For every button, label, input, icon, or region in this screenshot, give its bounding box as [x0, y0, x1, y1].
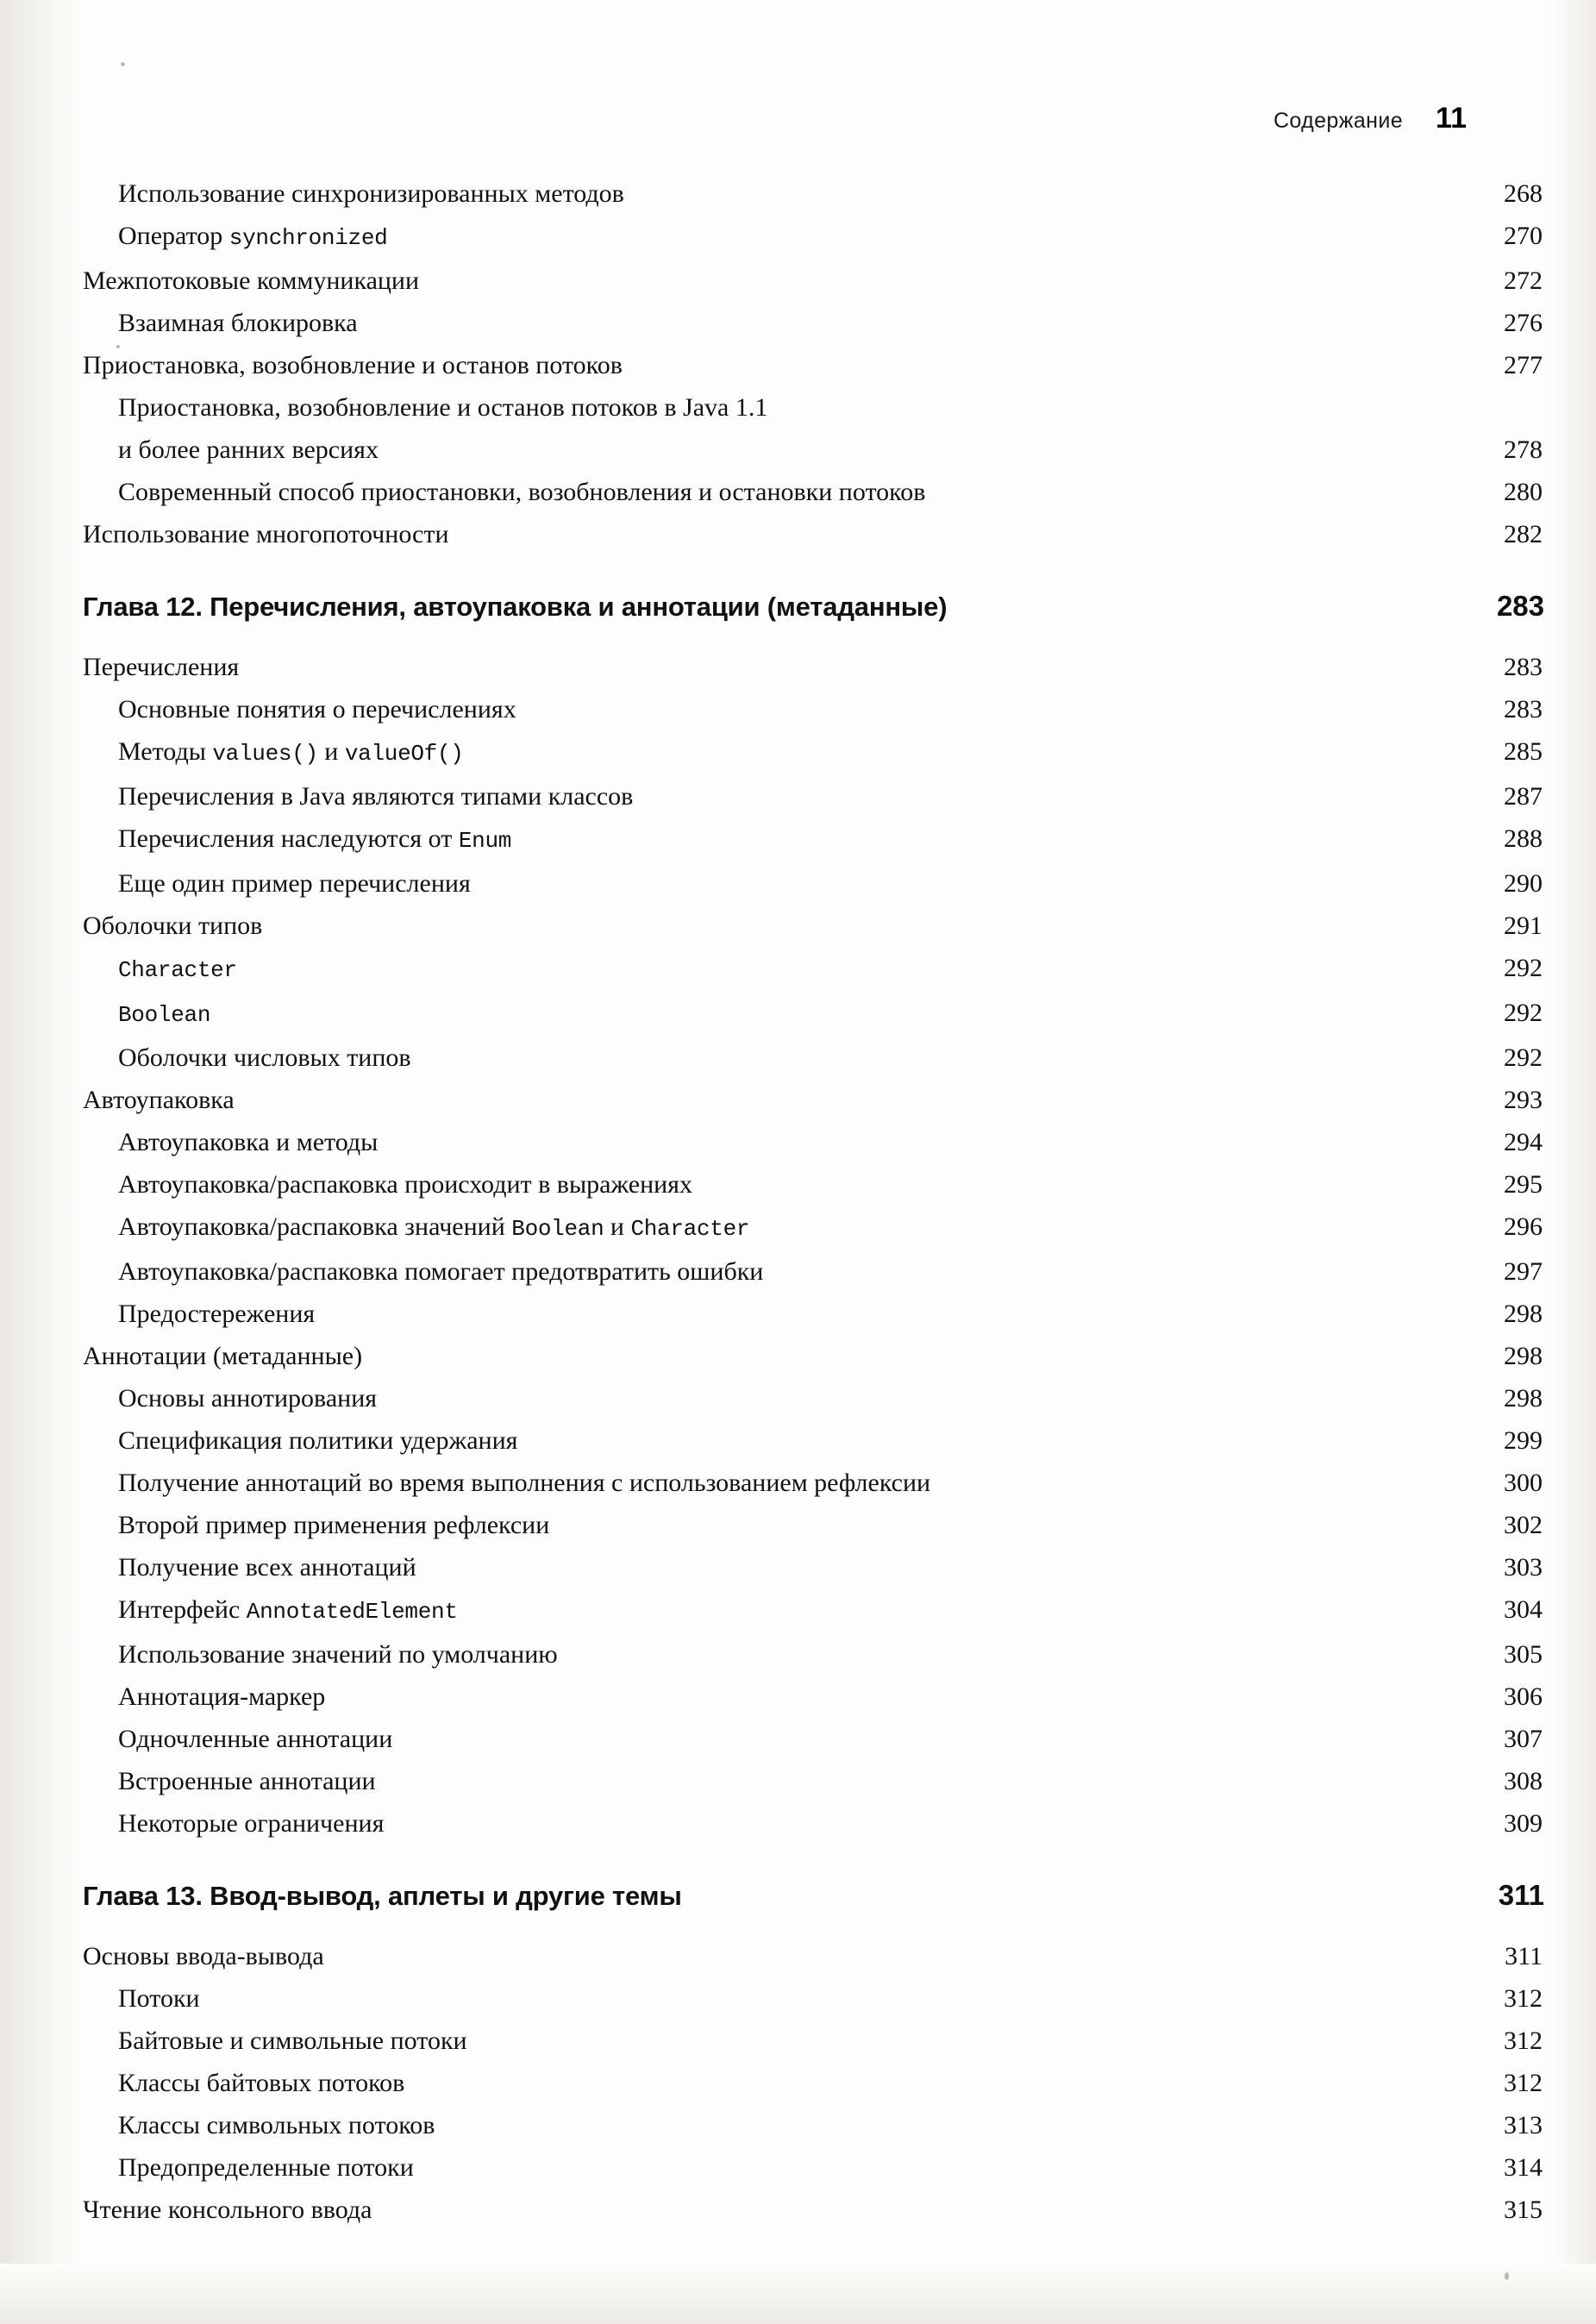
toc-entry-page-number: 298: [1504, 1384, 1543, 1413]
toc-entry-title: Использование многопоточности: [83, 520, 449, 548]
toc-entry-row: [83, 2020, 1549, 2062]
toc-entry-row: [83, 1079, 1549, 1121]
text-token: Оператор: [118, 222, 229, 250]
toc-entry-row: [83, 1419, 1549, 1462]
toc-entry-title: Автоупаковка и методы: [118, 1128, 379, 1156]
toc-entry-page-number: 296: [1504, 1212, 1543, 1241]
toc-entry-title: Автоупаковка/распаковка помогает предотвратить ошибки: [118, 1257, 764, 1286]
toc-entry-page-number: 292: [1504, 1043, 1543, 1072]
toc-entry-title: Приостановка, возобновление и останов потоков: [83, 351, 623, 379]
toc-entry-page-number: 287: [1504, 782, 1543, 811]
toc-chapter-title: Глава 13. Ввод-вывод, аплеты и другие темы: [83, 1881, 682, 1911]
toc-entry-title: Использование значений по умолчанию: [118, 1640, 558, 1669]
code-token: synchronized: [228, 225, 388, 251]
toc-entry-row: [83, 1546, 1549, 1588]
toc-entry-page-number: 292: [1504, 954, 1543, 982]
toc-entry-page-number: 277: [1504, 351, 1543, 379]
toc-entry-title: Предопределенные потоки: [118, 2153, 414, 2182]
toc-entry-title: Автоупаковка/распаковка происходит в выражениях: [118, 1170, 692, 1199]
toc-entry-row: [83, 1718, 1549, 1760]
text-token: и: [317, 737, 345, 766]
code-token: Character: [630, 1216, 750, 1242]
toc-entry-row: [83, 172, 1549, 215]
toc-entry-row: [83, 1802, 1549, 1845]
toc-entry-row: [83, 1676, 1549, 1718]
toc-entry-page-number: 270: [1504, 222, 1543, 250]
toc-entry-row: [83, 1935, 1549, 1977]
toc-entry-row: [83, 1633, 1549, 1676]
toc-entry-page-number: 282: [1504, 520, 1543, 548]
toc-entry-row: [83, 2062, 1549, 2104]
code-token: values(): [212, 741, 318, 767]
toc-entry-row: [83, 688, 1549, 730]
text-token: Методы: [118, 737, 213, 766]
toc-entry-page-number: 302: [1504, 1511, 1543, 1539]
running-head: [1274, 102, 1467, 135]
toc-entry-page-number: 311: [1505, 1942, 1543, 1970]
toc-entry-page-number: 285: [1504, 737, 1543, 766]
toc-entry-page-number: 312: [1504, 1984, 1543, 2013]
toc-entry-row: [83, 1504, 1549, 1546]
page-left-edge-shadow: [0, 0, 83, 2324]
toc-chapter-title: Глава 12. Перечисления, автоупаковка и аннотации (метаданные): [83, 592, 948, 622]
toc-entry-title: Аннотация-маркер: [118, 1682, 326, 1711]
toc-entry-title: Современный способ приостановки, возобновления и остановки потоков: [118, 478, 926, 506]
toc-chapter-row: [83, 586, 1549, 627]
toc-entry-title: Встроенные аннотации: [118, 1767, 376, 1795]
code-token: valueOf(): [344, 741, 464, 767]
toc-entry-row: [83, 1760, 1549, 1802]
toc-entry-page-number: 280: [1504, 478, 1543, 506]
code-token: Enum: [458, 828, 512, 854]
toc-entry-title: Основы аннотирования: [118, 1384, 378, 1413]
toc-entry-title: Основы ввода-вывода: [83, 1942, 324, 1970]
toc-entry-row: [83, 2189, 1549, 2231]
toc-entry-page-number: 291: [1504, 911, 1543, 940]
code-token: Boolean: [118, 1002, 211, 1028]
page-number: 11: [1436, 102, 1467, 135]
toc-entry-page-number: 300: [1504, 1469, 1543, 1497]
toc-entry-page-number: 297: [1504, 1257, 1543, 1286]
toc-entry-row: [83, 905, 1549, 947]
toc-entry-page-number: 312: [1504, 2026, 1543, 2055]
page-right-edge-shadow: [1544, 0, 1596, 2324]
toc-entry-title: Оболочки типов: [83, 911, 263, 940]
toc-entry-title: Межпотоковые коммуникации: [83, 266, 420, 295]
toc-entry-row: [83, 1037, 1549, 1079]
toc-entry-title: Байтовые и символьные потоки: [118, 2026, 467, 2055]
toc-entry-title: Получение всех аннотаций: [118, 1553, 416, 1582]
toc-entry-row: [83, 646, 1549, 688]
toc-entry-title: Приостановка, возобновление и останов потоков в Java 1.1: [118, 393, 768, 422]
code-token: Boolean: [511, 1216, 604, 1242]
code-token: Character: [118, 957, 237, 983]
toc-entry-row: [83, 1163, 1549, 1206]
toc-entry-row: [83, 429, 1549, 471]
toc-entry-page-number: 292: [1504, 999, 1543, 1027]
text-token: и: [604, 1212, 631, 1241]
toc-entry-page-number: 305: [1504, 1640, 1543, 1669]
text-token: Интерфейс: [118, 1595, 247, 1624]
text-token: Перечисления наследуются от: [118, 824, 459, 853]
toc-entry-page-number: 308: [1504, 1767, 1543, 1795]
toc-entry-row: [83, 1250, 1549, 1293]
toc-entry-row: [83, 947, 1549, 992]
toc-entry-title: [83, 947, 237, 992]
toc-entry-page-number: 268: [1504, 179, 1543, 208]
toc-entry-title: Использование синхронизированных методов: [118, 179, 624, 208]
toc-entry-title: Перечисления: [83, 653, 240, 681]
page-content: [83, 0, 1549, 2324]
toc-entry-title: [83, 1588, 458, 1633]
toc-entry-title: [83, 1206, 749, 1250]
toc-entry-title: Основные понятия о перечислениях: [118, 695, 516, 724]
toc-entry-title: Чтение консольного ввода: [83, 2196, 372, 2224]
toc-entry-page-number: 293: [1504, 1086, 1543, 1114]
toc-entry-page-number: 276: [1504, 309, 1543, 337]
text-token: Автоупаковка/распаковка значений: [118, 1212, 512, 1241]
toc-entry-page-number: 303: [1504, 1553, 1543, 1582]
toc-entry-row: [83, 992, 1549, 1037]
toc-entry-row: [83, 862, 1549, 905]
toc-entry-row: [83, 1293, 1549, 1335]
toc-entry-page-number: 295: [1504, 1170, 1543, 1199]
toc-entry-row: [83, 775, 1549, 817]
toc-entry-page-number: 313: [1504, 2111, 1543, 2139]
toc-entry-title: Второй пример применения рефлексии: [118, 1511, 550, 1539]
toc-entry-title: Классы символьных потоков: [118, 2111, 435, 2139]
toc-entry-title: Классы байтовых потоков: [118, 2069, 405, 2097]
toc-entry-row: [83, 215, 1549, 260]
toc-entry-row: [83, 1377, 1549, 1419]
toc-entry-title: [83, 992, 210, 1037]
toc-entry-row: [83, 471, 1549, 513]
toc-entry-row: [83, 386, 1549, 429]
toc-entry-title: Некоторые ограничения: [118, 1809, 385, 1838]
toc-entry-page-number: 304: [1504, 1595, 1543, 1624]
toc-chapter-page-number: 311: [1498, 1879, 1544, 1911]
toc-entry-row: [83, 302, 1549, 344]
toc-entry-row: [83, 1588, 1549, 1633]
toc-entry-row: [83, 730, 1549, 775]
toc-entry-row: [83, 1977, 1549, 2020]
toc-entry-page-number: 298: [1504, 1342, 1543, 1370]
toc-entry-title: Получение аннотаций во время выполнения с использованием рефлексии: [118, 1469, 931, 1497]
toc-chapter-row: [83, 1876, 1549, 1916]
toc-entry-title: Спецификация политики удержания: [118, 1426, 518, 1455]
running-head-title: Содержание: [1273, 109, 1404, 133]
toc-entry-title: [83, 730, 464, 775]
toc-entry-page-number: 283: [1504, 695, 1543, 724]
toc-entry-page-number: 288: [1504, 824, 1543, 853]
toc-entry-page-number: 307: [1504, 1725, 1543, 1753]
toc-entry-title: Взаимная блокировка: [118, 309, 358, 337]
toc-entry-title: Одночленные аннотации: [118, 1725, 393, 1753]
toc-entry-page-number: 272: [1504, 266, 1543, 295]
toc-entry-title: Перечисления в Java являются типами классов: [118, 782, 634, 811]
toc-entry-page-number: 278: [1504, 435, 1543, 464]
toc-entry-page-number: 283: [1504, 653, 1543, 681]
code-token: AnnotatedElement: [246, 1599, 458, 1625]
toc-entry-row: [83, 260, 1549, 302]
toc-chapter-page-number: 283: [1496, 590, 1544, 622]
toc-entry-page-number: 290: [1504, 869, 1543, 898]
toc-entry-row: [83, 2146, 1549, 2189]
toc-entry-title: Оболочки числовых типов: [118, 1043, 411, 1072]
table-of-contents: [83, 172, 1549, 2231]
toc-entry-page-number: 315: [1504, 2196, 1543, 2224]
toc-entry-row: [83, 1121, 1549, 1163]
toc-entry-title: Аннотации (метаданные): [83, 1342, 363, 1370]
toc-entry-page-number: 312: [1504, 2069, 1543, 2097]
toc-entry-page-number: 298: [1504, 1300, 1543, 1328]
toc-entry-title: [83, 215, 387, 260]
toc-entry-page-number: 309: [1504, 1809, 1543, 1838]
toc-entry-row: [83, 817, 1549, 862]
toc-entry-row: [83, 1462, 1549, 1504]
toc-entry-title: Потоки: [118, 1984, 200, 2013]
toc-entry-title: и более ранних версиях: [118, 435, 379, 464]
toc-entry-title: Предостережения: [118, 1300, 316, 1328]
toc-entry-row: [83, 344, 1549, 386]
toc-entry-page-number: 314: [1504, 2153, 1543, 2182]
toc-entry-title: Автоупаковка: [83, 1086, 235, 1114]
toc-entry-title: [83, 817, 511, 862]
toc-entry-title: Еще один пример перечисления: [118, 869, 471, 898]
toc-entry-row: [83, 1335, 1549, 1377]
toc-entry-page-number: 306: [1504, 1682, 1543, 1711]
toc-entry-row: [83, 2104, 1549, 2146]
toc-entry-page-number: 294: [1504, 1128, 1543, 1156]
toc-entry-row: [83, 513, 1549, 555]
toc-entry-row: [83, 1206, 1549, 1250]
toc-entry-page-number: 299: [1504, 1426, 1543, 1455]
